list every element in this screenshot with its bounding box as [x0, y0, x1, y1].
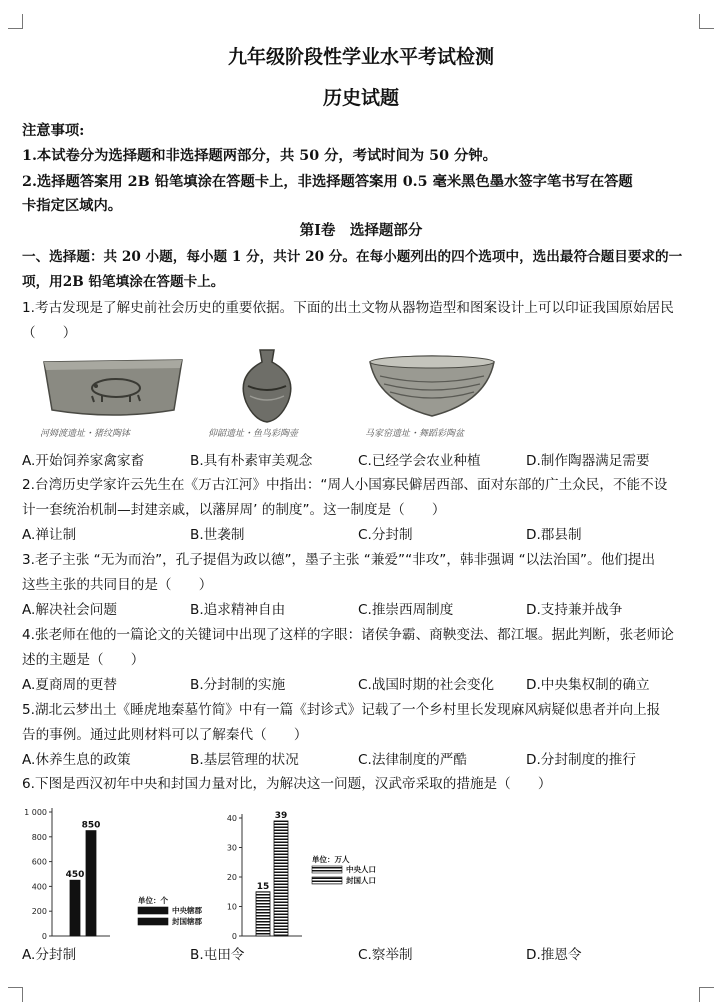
chart1-data-label-1: 39: [274, 810, 288, 821]
q5-option-b[interactable]: B.基层管理的状况: [190, 752, 299, 768]
chart1-bar-0: [256, 892, 270, 936]
q4-stem-cont: 述的主题是（ ）: [22, 652, 145, 668]
chart0-legend-swatch-1: [138, 918, 168, 925]
chart1-ytick-label: 10: [226, 902, 237, 912]
notice-line-2-cont: 卡指定区域内。: [22, 198, 123, 214]
q1-option-a[interactable]: A.开始饲养家禽家畜: [22, 453, 145, 469]
q3-option-c[interactable]: C.推崇西周制度: [358, 602, 454, 618]
exam-title: 九年级阶段性学业水平考试检测: [227, 46, 494, 68]
artifact-painted-pottery-pot: [232, 346, 302, 426]
chart0-ytick-label: 1 000: [24, 808, 47, 817]
q1-option-b[interactable]: B.具有朴素审美观念: [190, 453, 313, 469]
q4-option-c[interactable]: C.战国时期的社会变化: [358, 677, 495, 693]
chart0-legend-label-0: 中央辖郡: [172, 906, 202, 915]
q1-option-c[interactable]: C.已经学会农业种植: [358, 453, 481, 469]
q4-option-a[interactable]: A.夏商周的更替: [22, 677, 117, 693]
notice-line-1: 1.本试卷分为选择题和非选择题两部分，共 50 分，考试时间为 50 分钟。: [22, 148, 497, 164]
chart0-ytick-label: 400: [31, 882, 47, 892]
crop-mark-top-right: [699, 14, 714, 29]
q2-option-c[interactable]: C.分封制: [358, 527, 413, 543]
q3-stem-cont: 这些主张的共同目的是（ ）: [22, 577, 213, 593]
crop-mark-bottom-right: [699, 987, 714, 1002]
chart0-bar-1: [86, 831, 96, 936]
q6-option-c[interactable]: C.察举制: [358, 947, 413, 963]
q2-option-d[interactable]: D.郡县制: [526, 527, 582, 543]
chart0-ytick-label: 200: [31, 907, 47, 917]
han-power-comparison-charts: [0, 798, 722, 940]
q1-stem-cont: （ ）: [22, 325, 77, 341]
chart0-legend-unit: 单位：个: [138, 896, 168, 905]
chart1-ytick-label: 20: [226, 873, 237, 882]
q1-option-d[interactable]: D.制作陶器满足需要: [526, 453, 650, 469]
artifact-dancing-pattern-basin: [366, 352, 498, 422]
chart0-legend-swatch-0: [138, 907, 168, 914]
q3-option-a[interactable]: A.解决社会问题: [22, 602, 117, 618]
artifact-pig-pottery-bowl: [38, 350, 188, 422]
chart1-ytick-label: 0: [231, 932, 237, 940]
artifact-caption-1: 河姆渡遗址・猪纹陶钵: [40, 429, 131, 439]
chart0-ytick-label: 600: [31, 857, 47, 867]
crop-mark-top-left: [8, 14, 23, 29]
q2-stem-cont: 计一套统治机制—封建亲戚，以藩屏周’ 的制度”。这一制度是（ ）: [22, 502, 446, 518]
section-title: 第Ⅰ卷 选择题部分: [299, 222, 423, 239]
q5-stem: 5.湖北云梦出土《睡虎地秦墓竹简》中有一篇《封诊式》记载了一个乡村里长发现麻风病疑似患者并向上报: [22, 702, 661, 718]
chart1-bar-1: [274, 821, 288, 936]
q6-option-b[interactable]: B.屯田令: [190, 947, 245, 963]
q2-stem: 2.台湾历史学家许云先生在《万古江河》中指出：“周人小国寡民僻居西部、面对东部的广土众民，不能不设: [22, 477, 668, 493]
notice-heading: 注意事项:: [22, 123, 85, 139]
q3-stem: 3.老子主张 “无为而治”，孔子提倡为政以德”，墨子主张 “兼爱”“非攻”，韩非强调 “以法治国”。他们提出: [22, 552, 656, 568]
q6-option-a[interactable]: A.分封制: [22, 947, 77, 963]
q4-option-d[interactable]: D.中央集权制的确立: [526, 677, 650, 693]
exam-subtitle: 历史试题: [322, 87, 399, 109]
chart1-ytick-label: 30: [226, 843, 237, 853]
chart0-data-label-1: 850: [81, 820, 101, 831]
q5-option-c[interactable]: C.法律制度的严酷: [358, 752, 467, 768]
section-instructions: 一、选择题：共 20 小题，每小题 1 分，共计 20 分。在每小题列出的四个选项中，选出最符合题目要求的一: [22, 249, 683, 265]
q2-option-b[interactable]: B.世袭制: [190, 527, 245, 543]
chart0-bar-0: [70, 880, 80, 936]
chart0-legend-label-1: 封国辖郡: [172, 917, 202, 926]
q3-option-b[interactable]: B.追求精神自由: [190, 602, 286, 618]
chart1-ytick-label: 40: [226, 814, 237, 823]
chart1-legend-unit: 单位：万人: [312, 855, 350, 864]
notice-line-2: 2.选择题答案用 2B 铅笔填涂在答题卡上，非选择题答案用 0.5 毫米黑色墨水签字笔书写在答题: [22, 174, 633, 190]
q4-stem: 4.张老师在他的一篇论文的关键词中出现了这样的字眼：诸侯争霸、商鞅变法、都江堰。据此判断，张老师论: [22, 627, 674, 643]
chart0-ytick-label: 800: [31, 832, 47, 842]
q5-option-a[interactable]: A.休养生息的政策: [22, 752, 131, 768]
crop-mark-bottom-left: [8, 987, 23, 1002]
chart1-legend-label-0: 中央人口: [346, 865, 376, 874]
chart1-data-label-0: 15: [256, 881, 270, 892]
q1-stem: 1.考古发现是了解史前社会历史的重要依据。下面的出土文物从器物造型和图案设计上可以印证我国原始居民: [22, 300, 674, 316]
chart0-data-label-0: 450: [65, 870, 85, 881]
chart0-ytick-label: 0: [41, 932, 47, 940]
q5-stem-cont: 告的事例。通过此则材料可以了解秦代（ ）: [22, 727, 308, 743]
q5-option-d[interactable]: D.分封制度的推行: [526, 752, 636, 768]
q6-option-d[interactable]: D.推恩令: [526, 947, 582, 963]
q4-option-b[interactable]: B.分封制的实施: [190, 677, 286, 693]
chart1-legend-swatch-1: [312, 877, 342, 884]
artifact-caption-3: 马家窑遗址・舞蹈彩陶盆: [365, 429, 465, 439]
artifact-caption-2: 仰韶遗址・鱼鸟彩陶壶: [208, 429, 299, 439]
chart1-legend-label-1: 封国人口: [346, 876, 376, 885]
q6-stem: 6.下图是西汉初年中央和封国力量对比，为解决这一问题，汉武帝采取的措施是（ ）: [22, 776, 552, 792]
chart1-legend-swatch-0: [312, 866, 342, 873]
section-instructions-cont: 项，用2B 铅笔填涂在答题卡上。: [22, 274, 225, 290]
q2-option-a[interactable]: A.禅让制: [22, 527, 77, 543]
q3-option-d[interactable]: D.支持兼并战争: [526, 602, 623, 618]
